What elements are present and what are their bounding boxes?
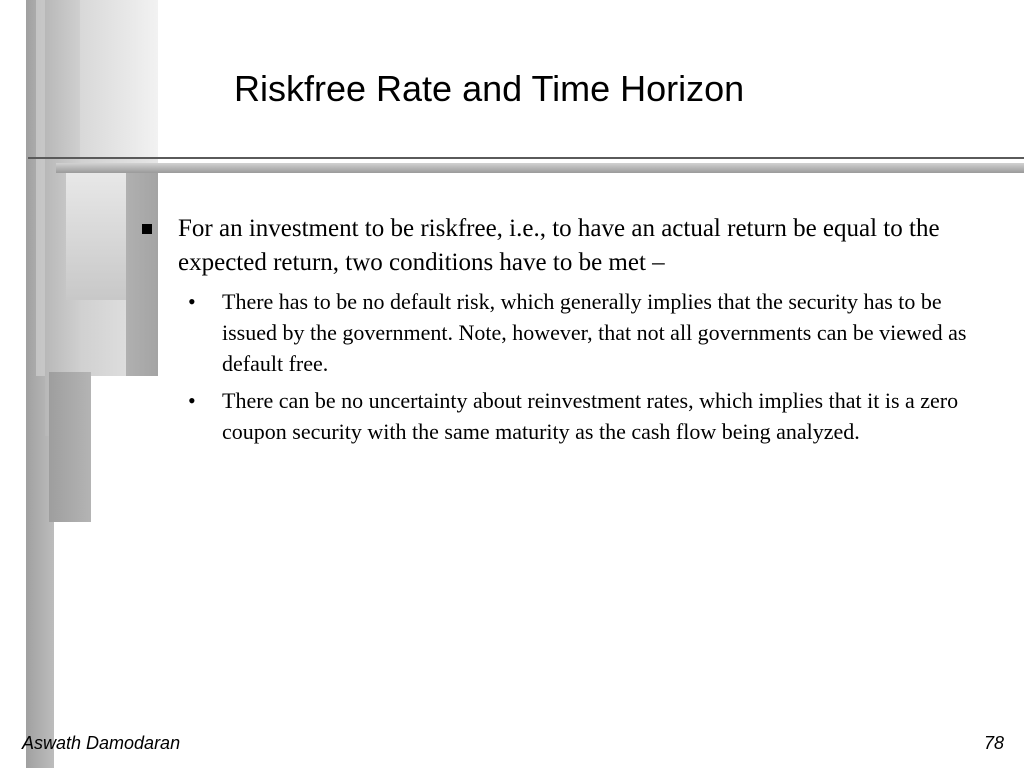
title-divider-thin: [28, 157, 1024, 159]
page-number: 78: [983, 733, 1004, 753]
footer-author: Aswath Damodaran: [22, 733, 181, 753]
square-bullet-icon: [142, 224, 152, 234]
sub-bullet-text: There can be no uncertainty about reinvestment rates, which implies that it is a zero coupon security with the same maturity as the cash flow being analyzed.: [222, 388, 959, 444]
decor-bar-6: [66, 172, 126, 300]
decor-bar-5: [49, 372, 91, 522]
sub-bullet: [140, 385, 990, 447]
decor-bar-3: [80, 0, 158, 158]
slide-content: [140, 212, 990, 447]
round-bullet-icon: •: [188, 289, 196, 314]
slide-title: Riskfree Rate and Time Horizon: [234, 68, 745, 109]
sub-bullet: [140, 286, 990, 379]
bullet-main: [140, 212, 990, 280]
round-bullet-icon: •: [188, 388, 196, 413]
title-divider-thick: [56, 163, 1024, 173]
sub-bullet-text: There has to be no default risk, which generally implies that the security has to be issued by the government. Note, however, that not all governments can be viewed as default free.: [222, 289, 967, 376]
bullet-main-text: For an investment to be riskfree, i.e., to have an actual return be equal to the expected return, two conditions have to be met –: [178, 215, 940, 276]
